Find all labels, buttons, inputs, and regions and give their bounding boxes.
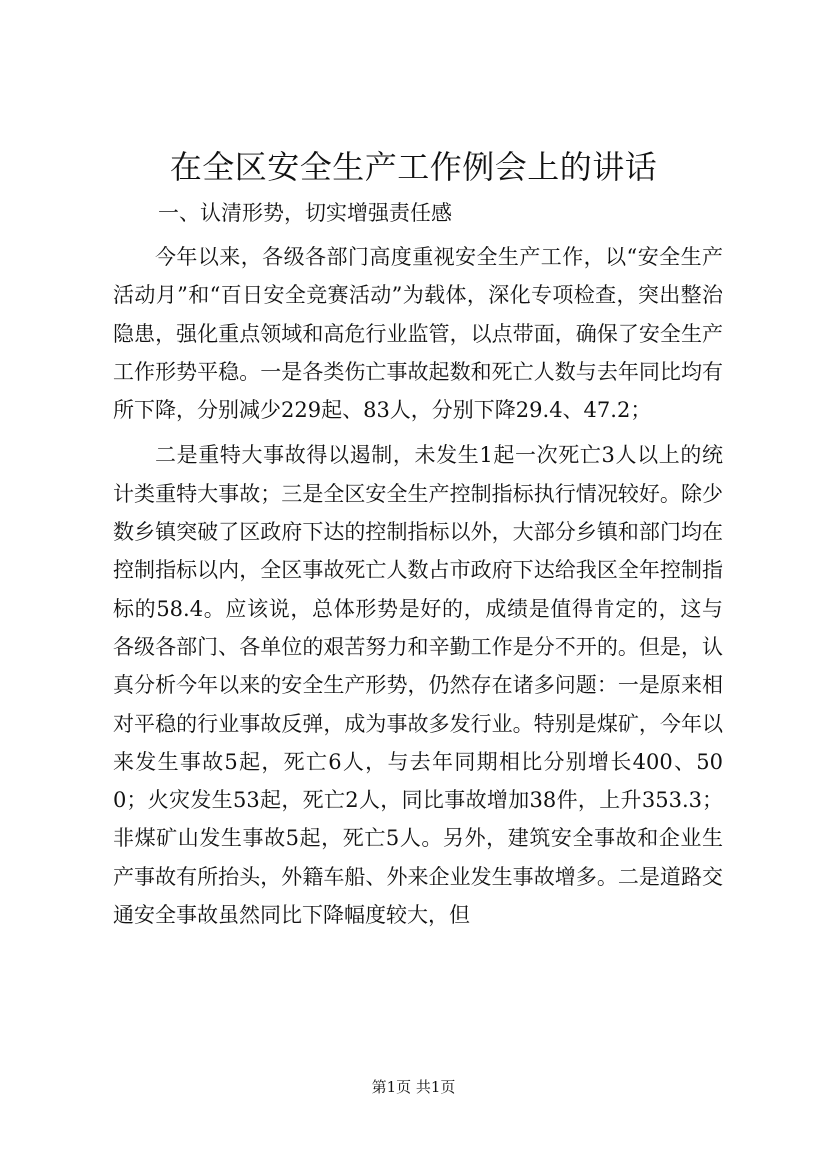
document-body — [113, 238, 723, 934]
paragraph-2: 二是重特大事故得以遏制，未发生1起一次死亡3人以上的统计类重特大事故；三是全区安全生产控制指标执行情况较好。除少数乡镇突破了区政府下达的控制指标以外，大部分乡镇和部门均在控制指标以内，全区事故死亡人数占市政府下达给我区全年控制指标的58.4。应该说，总体形势是好的，成绩是值得肯定的，这与各级各部门、各单位的艰苦努力和辛勤工作是分不开的。但是，认真分析今年以来的安全生产形势，仍然存在诸多问题：一是原来相对平稳的行业事故反弹，成为事故多发行业。特别是煤矿，今年以来发生事故5起，死亡6人，与去年同期相比分别增长400、500；火灾发生53起，死亡2人，同比事故增加38件，上升353.3；非煤矿山发生事故5起，死亡5人。另外，建筑安全事故和企业生产事故有所抬头，外籍车船、外来企业发生事故增多。二是道路交通安全事故虽然同比下降幅度较大，但 — [113, 443, 723, 928]
page-footer: 第1页 共1页 — [371, 1078, 456, 1096]
document-title: 在全区安全生产工作例会上的讲话 — [169, 148, 658, 186]
section-heading: 一、认清形势，切实增强责任感 — [158, 201, 452, 225]
paragraph-1: 今年以来，各级各部门高度重视安全生产工作，以“安全生产活动月”和“百日安全竞赛活动”为载体，深化专项检查，突出整治隐患，强化重点领域和高危行业监管，以点带面，确保了安全生产工作形势平稳。一是各类伤亡事故起数和死亡人数与去年同比均有所下降，分别减少229起、83人，分别下降29.4、47.2； — [113, 245, 723, 423]
